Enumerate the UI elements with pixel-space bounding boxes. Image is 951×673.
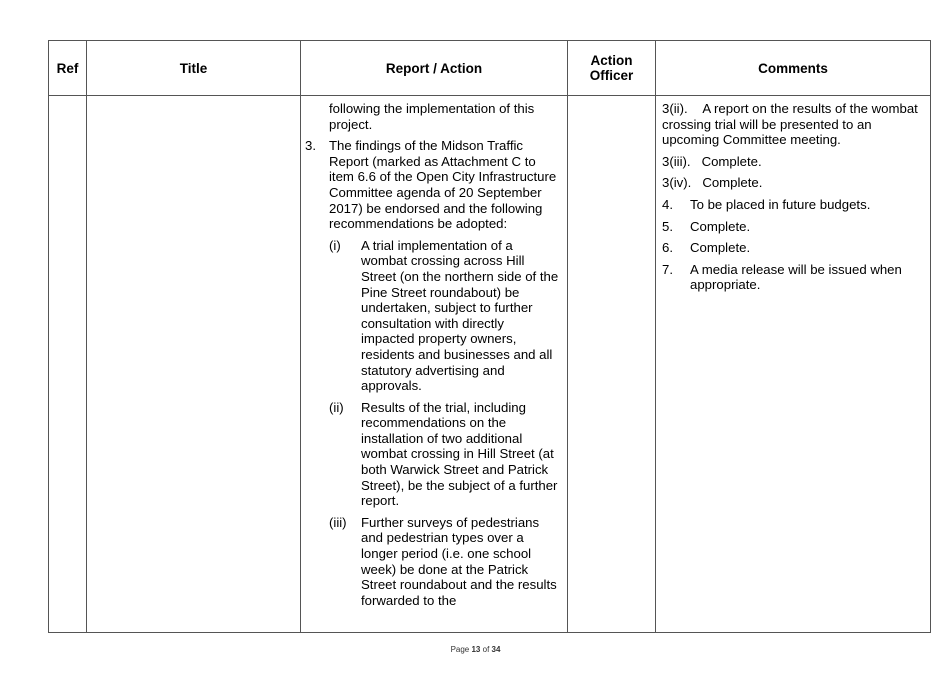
header-action-officer bbox=[568, 41, 656, 96]
header-officer-line1: Action bbox=[590, 53, 633, 68]
report-item-text: The findings of the Midson Traffic Report (marked as Attachment C to item 6.6 of the Open City Infrastructure Committee agenda of 20 September 2017) be endorsed and the following recommendations be adopted: bbox=[329, 138, 557, 232]
comment-number: 3(iv). bbox=[662, 175, 692, 191]
header-officer-line2: Officer bbox=[589, 68, 634, 83]
comment-number: 3(iii). bbox=[662, 153, 691, 169]
header-comments: Comments bbox=[656, 41, 931, 96]
comment-text: Complete. bbox=[690, 240, 751, 256]
comment-item bbox=[662, 219, 924, 235]
report-continuation: following the implementation of this project. bbox=[329, 101, 535, 132]
report-subitem bbox=[329, 400, 561, 509]
header-title: Title bbox=[87, 41, 301, 96]
comment-text: Complete. bbox=[690, 218, 751, 234]
comment-text: Complete. bbox=[702, 175, 763, 191]
comment-number: 3(ii). bbox=[662, 101, 688, 116]
page-footer bbox=[0, 645, 951, 654]
comment-text: A report on the results of the wombat crossing trial will be presented to an upcoming Committee meeting. bbox=[662, 101, 918, 148]
comment-item bbox=[662, 240, 924, 256]
comment-item bbox=[662, 197, 924, 213]
table-row bbox=[49, 96, 931, 633]
subitem-text: Further surveys of pedestrians and pedestrian types over a longer period (i.e. one school week) be done at the Patrick Street roundabout and the results forwarded to the bbox=[361, 514, 557, 608]
header-report: Report / Action bbox=[301, 41, 568, 96]
page-label: Page bbox=[450, 645, 470, 654]
report-subitem bbox=[329, 238, 561, 394]
comment-number: 5. bbox=[662, 218, 673, 234]
actions-table bbox=[48, 40, 931, 633]
comment-item bbox=[662, 154, 924, 170]
ref-cell bbox=[49, 96, 87, 633]
subitem-number: (i) bbox=[329, 237, 341, 253]
comment-item bbox=[662, 262, 924, 293]
subitem-text: Results of the trial, including recommendations on the installation of two additional wombat crossing in Hill Street (at both Warwick Street and Patrick Street), be the subject of a further report. bbox=[361, 399, 558, 509]
comment-number: 7. bbox=[662, 261, 673, 277]
subitem-number: (ii) bbox=[329, 399, 344, 415]
comment-text: To be placed in future budgets. bbox=[690, 196, 871, 212]
header-row bbox=[49, 41, 931, 96]
page-current: 13 bbox=[471, 645, 481, 654]
comment-text: A media release will be issued when appropriate. bbox=[690, 261, 902, 293]
page-of: of bbox=[482, 645, 490, 654]
subitem-number: (iii) bbox=[329, 514, 347, 530]
comments-cell bbox=[656, 96, 931, 633]
report-item-3 bbox=[305, 138, 561, 232]
header-ref: Ref bbox=[49, 41, 87, 96]
report-cell bbox=[301, 96, 568, 633]
subitem-text: A trial implementation of a wombat crossing across Hill Street (on the northern side of the Pine Street roundabout) be undertaken, subject to further consultation with directly impacted property owners, residents and businesses and all statutory advertising and approvals. bbox=[361, 237, 559, 394]
report-subitem bbox=[329, 515, 561, 609]
title-cell bbox=[87, 96, 301, 633]
comment-text: Complete. bbox=[701, 153, 762, 169]
page-total: 34 bbox=[491, 645, 501, 654]
comment-number: 6. bbox=[662, 240, 673, 256]
comment-item bbox=[662, 175, 924, 191]
comment-item bbox=[662, 101, 924, 148]
comment-number: 4. bbox=[662, 196, 673, 212]
action-officer-cell bbox=[568, 96, 656, 633]
report-item-number: 3. bbox=[305, 138, 316, 154]
